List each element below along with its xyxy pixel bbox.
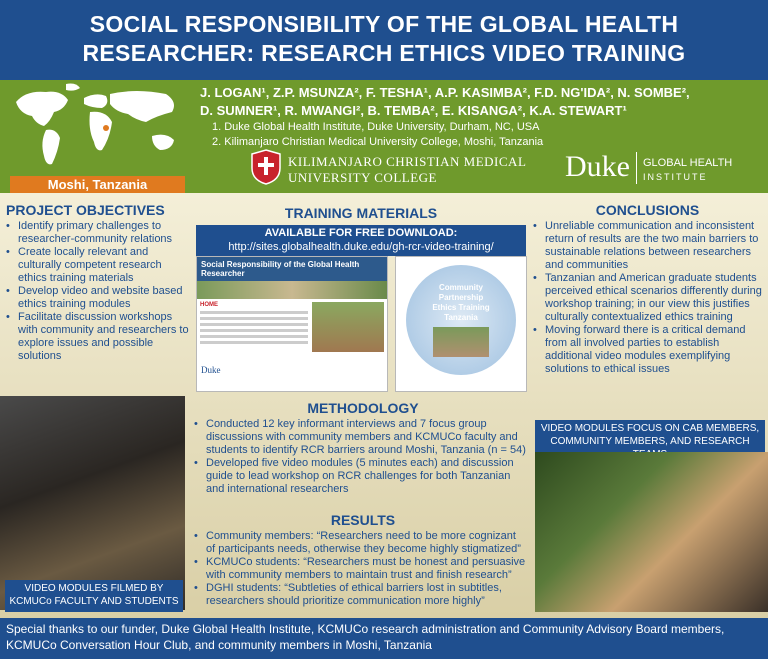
kcmuc-name [288, 154, 526, 186]
left-caption [5, 580, 183, 612]
website-screenshot [196, 256, 388, 392]
list-item: • Develop video and website based ethics training modules [6, 285, 191, 311]
list-item: • Facilitate discussion workshops with community and researchers to explore issues and possible solutions [6, 311, 191, 363]
list-item: • Unreliable communication and inconsistent return of results are the two main barriers to sustainable relations between researchers and communities [533, 220, 765, 272]
affiliation-2: 2. Kilimanjaro Christian Medical University College, Moshi, Tanzania [212, 136, 544, 148]
download-box [196, 225, 526, 256]
booklet-cover [395, 256, 527, 392]
acknowledgements: Special thanks to our funder, Duke Global Health Institute, KCMUCo research administration and Community Advisory Board members, KCMUCo Conversation Hour Club, and community members in Moshi, Tanzania [6, 622, 725, 652]
conclusions-heading: CONCLUSIONS [595, 202, 700, 218]
screenshot-banner [197, 281, 387, 299]
kcmuc-name-line-2: UNIVERSITY COLLEGE [288, 170, 437, 185]
list-item: • KCMUCo students: “Researchers must be honest and persuasive with community members to maintain trust and finish research” [194, 556, 528, 582]
list-item: • Developed five video modules (5 minutes each) and discussion guide to lead workshop on RCR challenges for both Tanzanian and international researchers [194, 457, 528, 496]
booklet-title: Community Partnership Ethics Training Tanzania [432, 283, 490, 322]
ghi-line-1: GLOBAL HEALTH [643, 157, 733, 169]
right-caption [535, 420, 765, 452]
results-heading: RESULTS [330, 512, 396, 528]
location-label: Moshi, Tanzania [10, 176, 185, 193]
list-item: • Conducted 12 key informant interviews and 7 focus group discussions with community members and KCMUCo faculty and students to identify RCR barriers around Moshi, Tanzania (n = 54) [194, 418, 528, 457]
training-heading: TRAINING MATERIALS [284, 205, 438, 221]
poster-title [0, 10, 768, 68]
left-caption-line-2: KCMUCo FACULTY AND STUDENTS [9, 596, 179, 607]
affiliation-1: 1. Duke Global Health Institute, Duke University, Durham, NC, USA [212, 121, 540, 133]
screenshot-duke: Duke [201, 365, 221, 375]
list-item: • Identify primary challenges to researcher-community relations [6, 220, 191, 246]
ghi-logo [643, 158, 763, 183]
screenshot-title: Social Responsibility of the Global Health Researcher [197, 257, 387, 281]
objectives-heading: PROJECT OBJECTIVES [6, 202, 165, 218]
right-caption-line-1: VIDEO MODULES FOCUS ON CAB MEMBERS, [540, 423, 760, 434]
ghi-line-2: INSTITUTE [643, 172, 708, 182]
kcmuc-name-line-1: KILIMANJARO CHRISTIAN MEDICAL [288, 154, 527, 169]
methodology-heading: METHODOLOGY [307, 400, 419, 416]
list-item: • Create locally relevant and culturally competent research ethics training materials [6, 246, 191, 285]
list-item: • Community members: “Researchers need to be more cognizant of participants needs, otherwise they become highly stigmatized” [194, 530, 528, 556]
results-list [194, 530, 528, 608]
conclusions-list [533, 220, 765, 376]
affiliations [212, 120, 762, 150]
screenshot-home: HOME [200, 302, 218, 308]
list-item: • DGHI students: “Subtleties of ethical barriers lost in subtitles, researchers should prioritize communication more highly” [194, 582, 528, 608]
objectives-list [6, 220, 191, 363]
authors-line-1: J. LOGAN¹, Z.P. MSUNZA², F. TESHA¹, A.P. KASIMBA², F.D. NG'IDA², N. SOMBE², [200, 85, 690, 100]
booklet-photo [433, 327, 489, 357]
authors-line-2: D. SUMNER¹, R. MWANGI², B. TEMBA², E. KISANGA², K.A. STEWART¹ [200, 103, 627, 118]
world-map-icon [6, 82, 194, 174]
right-caption-line-2: COMMUNITY MEMBERS, AND RESEARCH [550, 436, 750, 447]
logo-divider [636, 152, 637, 184]
list-item: • Tanzanian and American graduate students perceived ethical scenarios differently during workshop training; in our view this justifies culturally contextualized ethics training [533, 272, 765, 324]
kcmuc-crest-icon [248, 148, 284, 186]
download-link[interactable]: http://sites.globalhealth.duke.edu/gh-rcr-video-training/ [228, 241, 494, 253]
methodology-list [194, 418, 528, 496]
title-line-1: SOCIAL RESPONSIBILITY OF THE GLOBAL HEALTH [89, 11, 679, 37]
download-label: AVAILABLE FOR FREE DOWNLOAD: [264, 227, 458, 239]
list-item: • Moving forward there is a critical demand from all involved parties to establish additional video modules exemplifying solutions to ethical issues [533, 324, 765, 376]
left-caption-line-1: VIDEO MODULES FILMED BY [24, 583, 164, 594]
filming-photo [0, 396, 185, 610]
authors [200, 84, 765, 120]
title-line-2: RESEARCHER: RESEARCH ETHICS VIDEO TRAINING [82, 40, 686, 66]
screenshot-photo [312, 302, 384, 352]
duke-logo: Duke [565, 150, 630, 183]
group-photo [535, 452, 768, 612]
